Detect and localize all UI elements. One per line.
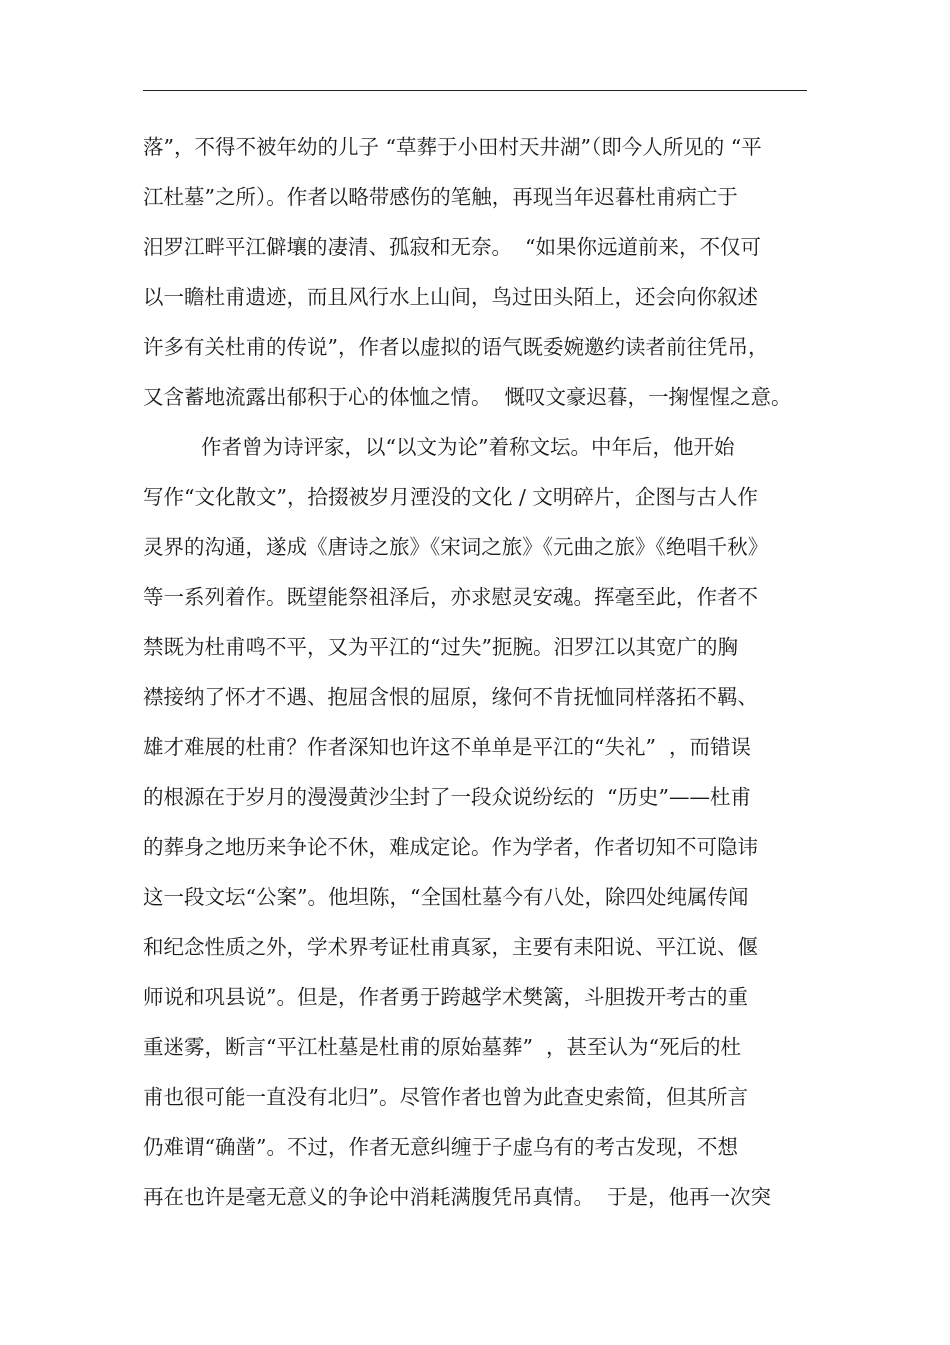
text-line-17: 和纪念性质之外，学术界考证杜甫真冢，主要有耒阳说、平江说、偃 — [143, 935, 758, 959]
text-line-1: 落”，不得不被年幼的儿子 “草葬于小田村天井湖”（即今人所见的 “平 — [143, 135, 762, 159]
text-line-21: 仍难谓“确凿”。不过，作者无意纠缠于子虚乌有的考古发现，不想 — [143, 1135, 738, 1159]
text-line-3: 汨罗江畔平江僻壤的凄清、孤寂和无奈。 “如果你远道前来，不仅可 — [143, 235, 762, 259]
text-line-18: 师说和巩县说”。但是，作者勇于跨越学术樊篱，斗胆拨开考古的重 — [143, 985, 748, 1009]
text-line-11: 禁既为杜甫鸣不平，又为平江的“过失”扼腕。汨罗江以其宽广的胸 — [143, 635, 738, 659]
text-line-19: 重迷雾，断言“平江杜墓是杜甫的原始墓葬” ，甚至认为“死后的杜 — [143, 1035, 741, 1059]
body-text — [143, 122, 815, 1222]
text-line-9: 灵界的沟通，遂成《唐诗之旅》《宋词之旅》《元曲之旅》《绝唱千秋》 — [143, 535, 769, 559]
text-line-16: 这一段文坛“公案”。他坦陈，“全国杜墓今有八处，除四处纯属传闻 — [143, 885, 749, 909]
text-line-13: 雄才难展的杜甫？作者深知也许这不单单是平江的“失礼” ，而错误 — [143, 735, 751, 759]
text-line-8: 写作“文化散文”，拾掇被岁月湮没的文化 / 文明碎片，企图与古人作 — [143, 485, 758, 509]
text-line-22: 再在也许是毫无意义的争论中消耗满腹凭吊真情。 于是，他再一次突 — [143, 1185, 772, 1209]
text-line-5: 许多有关杜甫的传说”，作者以虚拟的语气既委婉邀约读者前往凭吊， — [143, 335, 769, 359]
text-line-4: 以一瞻杜甫遗迹，而且风行水上山间，鸟过田头陌上，还会向你叙述 — [143, 285, 758, 309]
text-line-15: 的葬身之地历来争论不休，难成定论。作为学者，作者切知不可隐讳 — [143, 835, 758, 859]
text-line-2: 江杜墓”之所）。作者以略带感伤的笔触，再现当年迟暮杜甫病亡于 — [143, 185, 738, 209]
text-line-6: 又含蓄地流露出郁积于心的体恤之情。 慨叹文豪迟暮，一掬惺惺之意。 — [143, 385, 792, 409]
text-line-10: 等一系列着作。既望能祭祖泽后，亦求慰灵安魂。挥毫至此，作者不 — [143, 585, 758, 609]
text-line-12: 襟接纳了怀才不遇、抱屈含恨的屈原，缘何不肯抚恤同样落拓不羁、 — [143, 685, 758, 709]
text-line-20: 甫也很可能一直没有北归”。尽管作者也曾为此查史索简，但其所言 — [143, 1085, 748, 1109]
text-line-14: 的根源在于岁月的漫漫黄沙尘封了一段众说纷纭的 “历史”——杜甫 — [143, 785, 751, 809]
paragraph-start-line: 作者曾为诗评家，以“以文为论”着称文坛。中年后，他开始 — [201, 435, 735, 459]
header-rule — [143, 90, 807, 91]
